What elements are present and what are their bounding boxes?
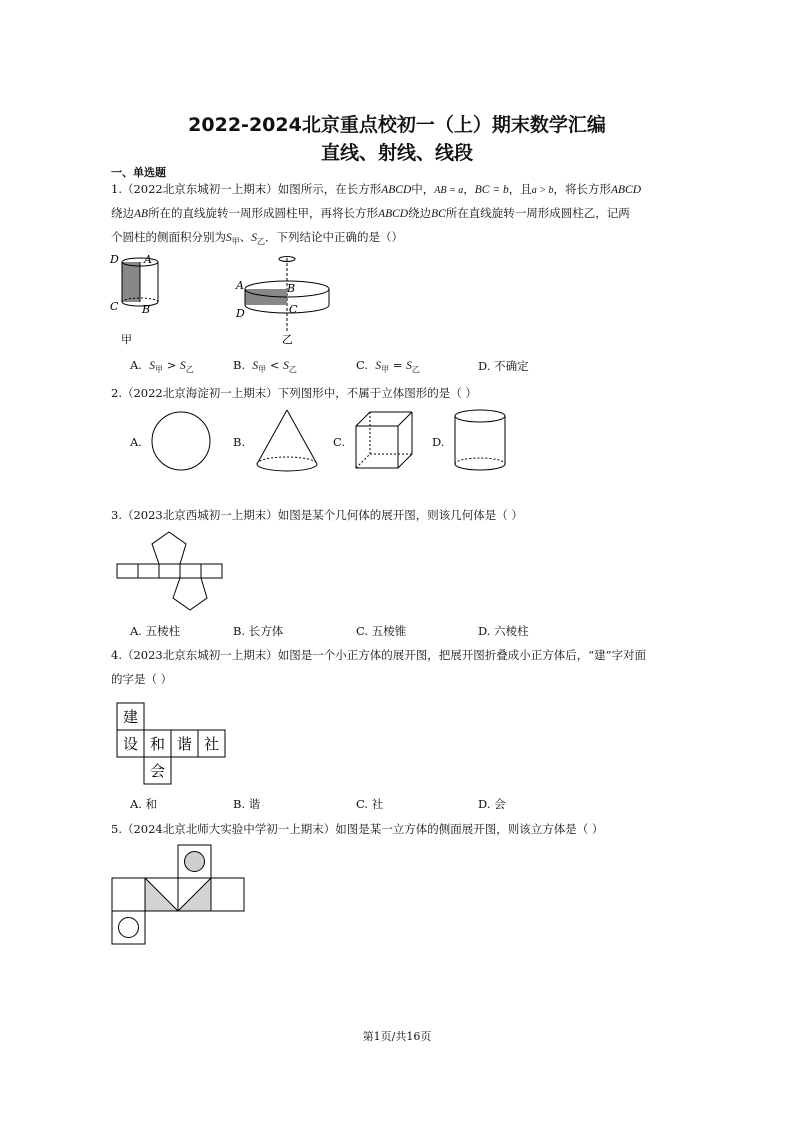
cube-hidden-edge — [356, 454, 370, 468]
cylinder-yi-figure — [230, 252, 340, 348]
figure-jia-label: 甲 — [121, 333, 132, 346]
q3-option-c[interactable]: C. 五棱锥 — [356, 624, 407, 638]
cone-figure — [254, 408, 320, 474]
document-subtitle: 直线、射线、线段 — [320, 142, 473, 164]
cone-base-back — [257, 457, 317, 464]
q4-option-a[interactable]: A. 和 — [130, 797, 158, 811]
net-cell — [211, 878, 244, 911]
q1-line3: 个圆柱的侧面积分别为$S_甲$、$S_乙$．下列结论中正确的是（） — [111, 230, 403, 246]
point-c-label: C — [289, 303, 298, 316]
bottom-arc — [122, 302, 158, 306]
figure-yi-label: 乙 — [282, 333, 293, 346]
empty-circle-icon — [119, 918, 139, 938]
bottom-pentagon — [173, 578, 207, 610]
net-face — [117, 564, 138, 578]
point-b-label: B — [287, 282, 296, 295]
q1-line2: 绕边AB所在的直线旋转一周形成圆柱甲，再将长方形ABCD绕边BC所在直线旋转一周形成圆柱乙，记两 — [111, 206, 630, 220]
net-char-he: 和 — [149, 735, 166, 753]
circle-shape — [152, 412, 210, 470]
cylinder-top — [455, 410, 505, 422]
q1-option-c[interactable]: C. $S_甲 = S_乙$ — [356, 358, 420, 374]
q2-text: 2.（2022北京海淀初一上期末）下列图形中，不属于立体图形的是（ ） — [111, 386, 477, 400]
shaded-rectangle — [122, 262, 140, 302]
cube-net-figure — [116, 702, 226, 784]
q2-option-d-label[interactable]: D. — [432, 435, 445, 449]
cube-edge — [356, 412, 370, 426]
page-footer: 第1页/共16页 — [362, 1030, 432, 1043]
q1-line1: 1.（2022北京东城初一上期末）如图所示，在长方形ABCD中，AB = a，BC = b，且a > b，将长方形ABCD — [111, 182, 641, 196]
q4-line1: 4.（2023北京东城初一上期末）如图是一个小正方体的展开图，把展开图折叠成小正方体后，“建”字对面 — [111, 648, 646, 662]
q2-option-b-label[interactable]: B. — [233, 435, 246, 449]
q3-option-b[interactable]: B. 长方体 — [233, 624, 284, 638]
cone-base-front — [257, 464, 317, 471]
point-a-label: A — [236, 279, 244, 292]
point-d-label: D — [110, 253, 119, 266]
pentagonal-prism-net-figure — [116, 530, 246, 612]
cone-right-edge — [287, 410, 317, 464]
net-char-she2: 社 — [203, 735, 220, 753]
document-title: 2022-2024北京重点校初一（上）期末数学汇编 — [188, 114, 606, 136]
q4-line2: 的字是（ ） — [111, 672, 173, 686]
section-label: 一、单选题 — [111, 166, 166, 179]
net-char-jian: 建 — [122, 708, 139, 726]
q4-option-b[interactable]: B. 谐 — [233, 797, 261, 811]
q4-option-d[interactable]: D. 会 — [478, 797, 506, 811]
q1-option-a[interactable]: A. $S_甲 > S_乙$ — [130, 358, 194, 374]
point-d-label: D — [236, 307, 245, 320]
net-cell — [112, 878, 145, 911]
net-face — [159, 564, 180, 578]
q5-text: 5.（2024北京北师大实验中学初一上期末）如图是某一立方体的侧面展开图，则该立方体是（ ） — [111, 822, 604, 836]
cylinder-base-front — [455, 464, 505, 470]
cylinder-base-back — [455, 458, 505, 464]
q1-option-d[interactable]: D. 不确定 — [478, 359, 529, 373]
point-b-label: B — [142, 303, 151, 316]
q3-text: 3.（2023北京西城初一上期末）如图是某个几何体的展开图，则该几何体是（ ） — [111, 508, 523, 522]
net-face — [201, 564, 222, 578]
point-c-label: C — [110, 300, 119, 313]
cone-left-edge — [257, 410, 287, 464]
net-char-xie: 谐 — [176, 735, 193, 753]
q3-option-d[interactable]: D. 六棱柱 — [478, 624, 529, 638]
q2-option-c-label[interactable]: C. — [333, 435, 346, 449]
net-face — [180, 564, 201, 578]
net-char-hui: 会 — [149, 762, 166, 780]
cube-edge — [398, 412, 412, 426]
cylinder-jia-figure — [105, 252, 185, 348]
net-cell-bottom — [112, 911, 145, 944]
cylinder-figure — [452, 408, 508, 474]
q2-option-a-label[interactable]: A. — [130, 435, 142, 449]
cube-edge — [398, 454, 412, 468]
top-pentagon — [152, 532, 186, 564]
point-a-label: A — [144, 253, 152, 266]
cube-side-net-figure — [111, 844, 247, 946]
q3-option-a[interactable]: A. 五棱柱 — [130, 624, 181, 638]
q4-option-c[interactable]: C. 社 — [356, 797, 384, 811]
filled-circle-icon — [185, 852, 205, 872]
net-char-she: 设 — [122, 735, 139, 753]
cube-figure — [352, 410, 414, 472]
q1-option-b[interactable]: B. $S_甲 < S_乙$ — [233, 358, 297, 374]
circle-figure — [150, 410, 212, 472]
net-face — [138, 564, 159, 578]
